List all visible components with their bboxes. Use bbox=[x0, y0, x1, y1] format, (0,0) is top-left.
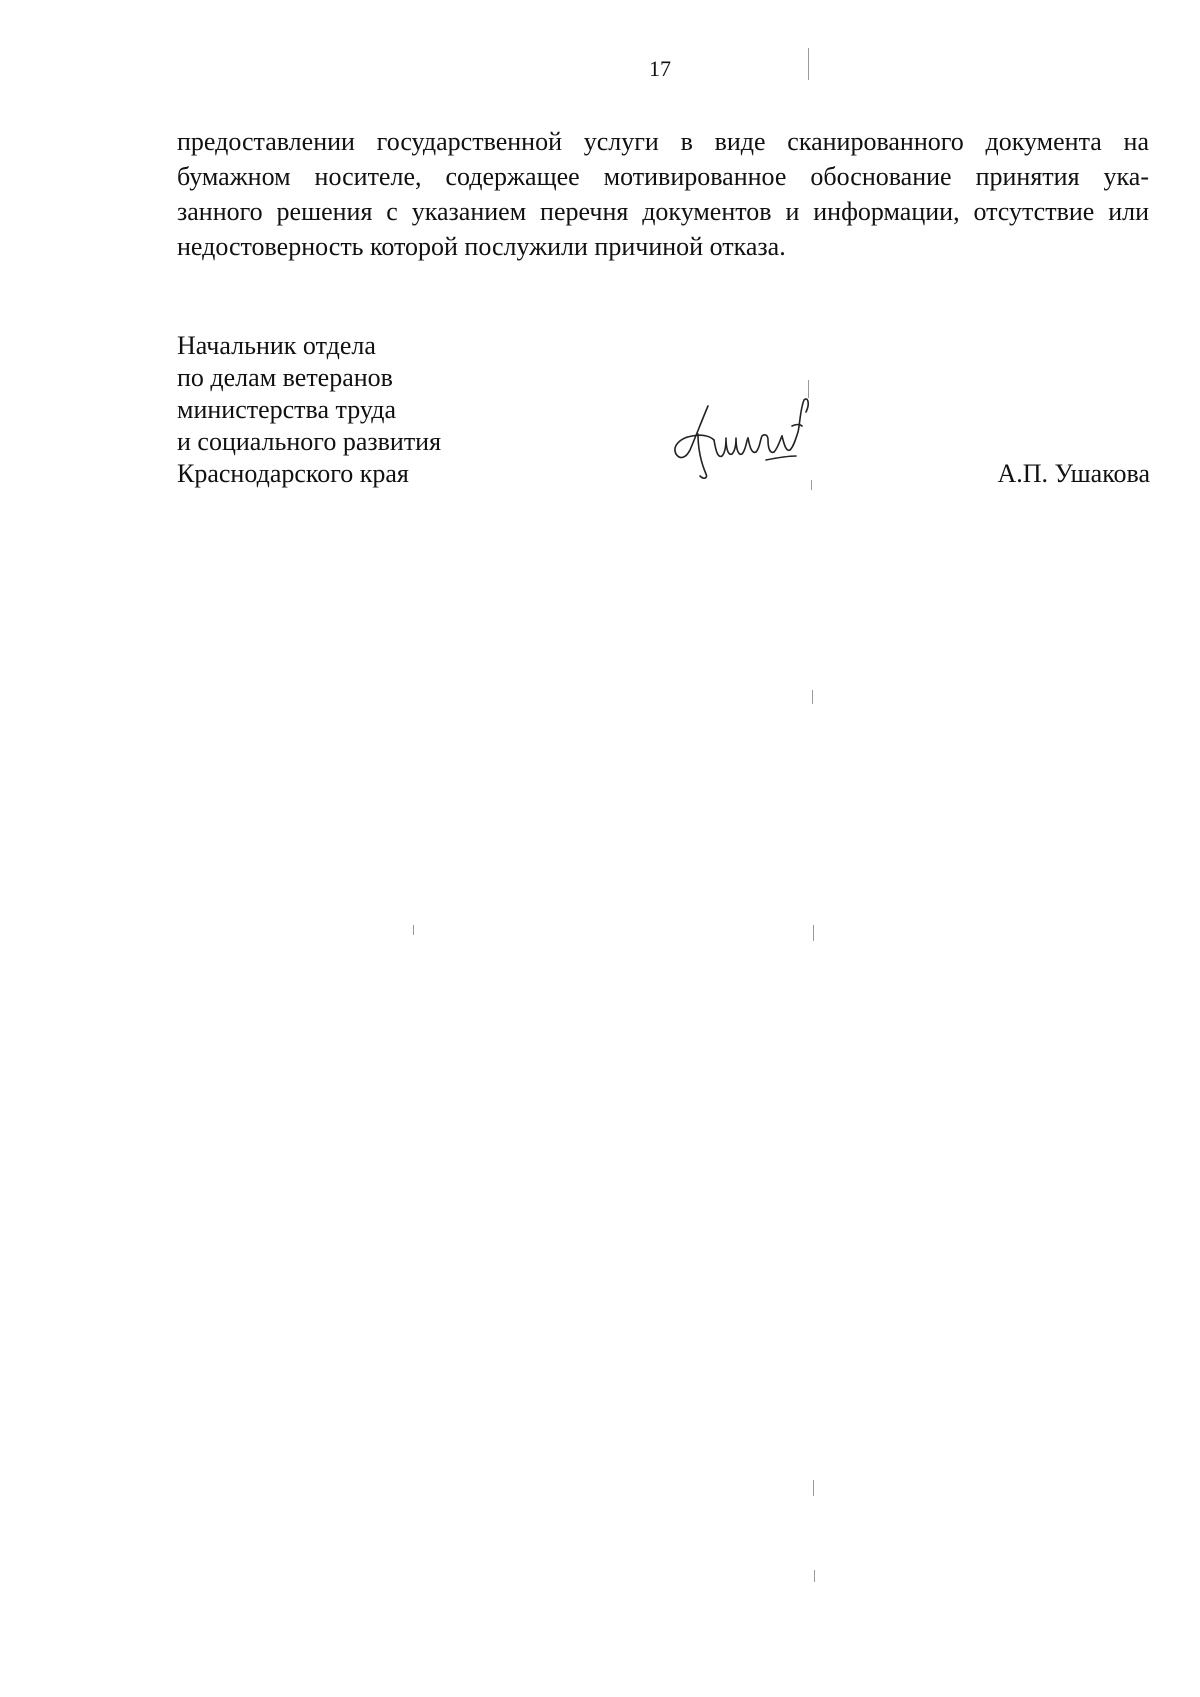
position-line: Краснодарского края bbox=[177, 459, 409, 488]
position-line: министерства труда bbox=[177, 395, 396, 424]
page-number: 17 bbox=[649, 56, 671, 81]
scan-artifact bbox=[811, 480, 812, 490]
scan-artifact bbox=[813, 1480, 814, 1496]
signatory-position bbox=[177, 330, 441, 490]
scan-artifact bbox=[808, 380, 809, 398]
position-line: и социального развития bbox=[177, 427, 442, 456]
position-line: по делам ветеранов bbox=[177, 363, 393, 392]
paragraph-line: занного решения с указанием перечня документов и информации, отсутствие или bbox=[177, 197, 1149, 226]
scan-artifact bbox=[808, 48, 809, 80]
paragraph-line: предоставлении государственной услуги в виде сканированного документа на bbox=[177, 127, 1149, 156]
scan-artifact bbox=[413, 925, 414, 935]
scan-artifact bbox=[813, 925, 814, 941]
handwritten-signature bbox=[668, 398, 828, 488]
scan-artifact bbox=[812, 690, 813, 704]
scan-artifact bbox=[814, 1570, 815, 1582]
signer-name: А.П. Ушакова bbox=[997, 459, 1150, 488]
paragraph-line: недостоверность которой послужили причиной отказа. bbox=[177, 232, 786, 261]
position-line: Начальник отдела bbox=[177, 331, 376, 360]
paragraph-line: бумажном носителе, содержащее мотивированное обоснование принятия ука- bbox=[177, 162, 1149, 191]
body-paragraph bbox=[177, 124, 1149, 264]
